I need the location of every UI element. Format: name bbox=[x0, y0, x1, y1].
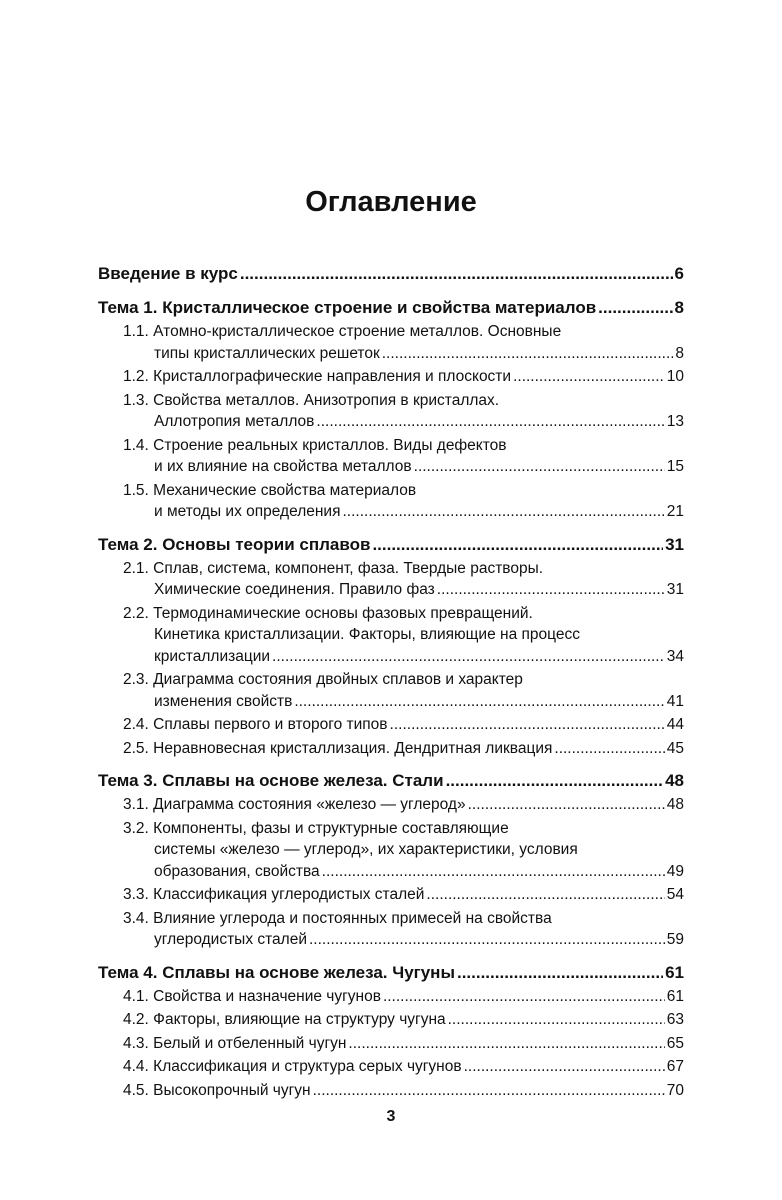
entry-page-number: 45 bbox=[666, 739, 684, 757]
toc-entry[interactable] bbox=[98, 818, 684, 883]
entry-title-line: 1.5. Механические свойства материалов bbox=[123, 481, 417, 499]
entry-last-line bbox=[98, 501, 684, 523]
toc-entry[interactable] bbox=[98, 738, 684, 760]
toc-entry[interactable] bbox=[98, 1009, 684, 1031]
toc-entry[interactable] bbox=[98, 435, 684, 478]
entry-title-line: Аллотропия металлов bbox=[154, 413, 315, 430]
entry-title-line: системы «железо — углерод», их характеристики, условия bbox=[154, 841, 578, 858]
entry-last-line bbox=[98, 1033, 684, 1055]
entry-title-line: углеродистых сталей bbox=[154, 931, 307, 948]
entry-last-line bbox=[98, 1009, 684, 1031]
toc-entry[interactable] bbox=[98, 794, 684, 816]
toc-section bbox=[98, 533, 684, 760]
entry-title-line: типы кристаллических решеток bbox=[154, 344, 380, 362]
entry-last-line bbox=[98, 579, 684, 601]
toc-entry[interactable] bbox=[98, 321, 684, 364]
topic-title: Тема 4. Сплавы на основе железа. Чугуны bbox=[98, 962, 455, 982]
page-number: 3 bbox=[386, 1108, 396, 1125]
entry-last-line bbox=[98, 986, 684, 1008]
dot-leader bbox=[316, 411, 664, 433]
entry-page-number: 10 bbox=[666, 368, 684, 385]
entry-page-number: 13 bbox=[666, 413, 684, 430]
toc-entry[interactable] bbox=[98, 1080, 684, 1102]
entry-page-number: 44 bbox=[666, 716, 684, 733]
toc-topic-row[interactable] bbox=[98, 262, 684, 286]
toc-topic-row[interactable] bbox=[98, 961, 684, 985]
dot-leader bbox=[313, 1080, 665, 1102]
entry-title-line: Кинетика кристаллизации. Факторы, влияющие на процесс bbox=[154, 626, 580, 643]
entry-last-line bbox=[98, 411, 684, 433]
entry-last-line bbox=[98, 691, 684, 713]
entry-title-line: 4.2. Факторы, влияющие на структуру чугуна bbox=[123, 1011, 446, 1028]
entry-title-line: 3.1. Диаграмма состояния «железо — углерод» bbox=[123, 796, 466, 813]
topic-title: Тема 1. Кристаллическое строение и свойства материалов bbox=[98, 298, 597, 317]
toc-section bbox=[98, 296, 684, 523]
entry-page-number: 15 bbox=[666, 458, 684, 475]
toc-entry[interactable] bbox=[98, 986, 684, 1008]
entry-title-line: кристаллизации bbox=[154, 647, 271, 665]
entry-page-number: 31 bbox=[666, 581, 684, 598]
toc-section bbox=[98, 961, 684, 1102]
dot-leader bbox=[372, 533, 663, 557]
toc-entry[interactable] bbox=[98, 714, 684, 736]
entry-last-line bbox=[98, 714, 684, 736]
entry-last-line bbox=[98, 646, 684, 668]
topic-title: Введение в курс bbox=[98, 264, 238, 283]
entry-last-line bbox=[98, 1056, 684, 1078]
entry-last-line bbox=[98, 366, 684, 388]
entry-title-line: 1.4. Строение реальных кристаллов. Виды дефектов bbox=[123, 436, 507, 454]
topic-page-number: 48 bbox=[665, 771, 684, 790]
entry-last-line bbox=[98, 738, 684, 760]
entry-page-number: 59 bbox=[666, 931, 684, 948]
entry-page-number: 61 bbox=[666, 987, 684, 1005]
toc-topic-row[interactable] bbox=[98, 533, 684, 557]
entry-last-line bbox=[98, 343, 684, 365]
toc-entry[interactable] bbox=[98, 669, 684, 712]
entry-title-line: 4.1. Свойства и назначение чугунов bbox=[123, 987, 381, 1005]
toc-section bbox=[98, 769, 684, 951]
toc-entry[interactable] bbox=[98, 366, 684, 388]
topic-page-number: 8 bbox=[674, 298, 684, 317]
toc-entry[interactable] bbox=[98, 1056, 684, 1078]
toc-entry[interactable] bbox=[98, 558, 684, 601]
dot-leader bbox=[464, 1056, 665, 1078]
entry-last-line bbox=[98, 861, 684, 883]
entry-title-line: 3.4. Влияние углерода и постоянных примесей на свойства bbox=[123, 909, 552, 927]
entry-title-line: 2.3. Диаграмма состояния двойных сплавов и характер bbox=[123, 671, 523, 688]
dot-leader bbox=[294, 691, 664, 713]
entry-page-number: 8 bbox=[675, 344, 684, 362]
toc-section bbox=[98, 262, 684, 286]
toc-entry[interactable] bbox=[98, 603, 684, 668]
dot-leader bbox=[448, 1009, 665, 1031]
entry-title-line: 2.4. Сплавы первого и второго типов bbox=[123, 716, 388, 733]
entry-title-line: 2.5. Неравновесная кристаллизация. Дендритная ликвация bbox=[123, 739, 553, 757]
entry-title-line: 4.4. Классификация и структура серых чугунов bbox=[123, 1058, 462, 1075]
table-of-contents bbox=[98, 262, 684, 1111]
toc-entry[interactable] bbox=[98, 1033, 684, 1055]
dot-leader bbox=[437, 579, 665, 601]
topic-title: Тема 2. Основы теории сплавов bbox=[98, 534, 371, 554]
entry-page-number: 34 bbox=[666, 647, 684, 665]
dot-leader bbox=[382, 343, 674, 365]
entry-title-line: изменения свойств bbox=[154, 692, 293, 710]
topic-page-number: 61 bbox=[665, 962, 684, 982]
dot-leader bbox=[554, 738, 664, 760]
entry-page-number: 41 bbox=[666, 692, 684, 710]
dot-leader bbox=[598, 296, 672, 320]
topic-page-number: 31 bbox=[665, 534, 684, 554]
topic-page-number: 6 bbox=[674, 264, 684, 283]
topic-title: Тема 3. Сплавы на основе железа. Стали bbox=[98, 771, 444, 790]
entry-last-line bbox=[98, 794, 684, 816]
dot-leader bbox=[513, 366, 665, 388]
dot-leader bbox=[309, 929, 665, 951]
entry-title-line: 4.3. Белый и отбеленный чугун bbox=[123, 1034, 347, 1052]
entry-title-line: и их влияние на свойства металлов bbox=[154, 458, 412, 475]
dot-leader bbox=[457, 961, 663, 985]
entry-title-line: 3.3. Классификация углеродистых сталей bbox=[123, 886, 425, 903]
toc-entry[interactable] bbox=[98, 390, 684, 433]
dot-leader bbox=[348, 1033, 664, 1055]
dot-leader bbox=[446, 769, 664, 793]
entry-title-line: 4.5. Высокопрочный чугун bbox=[123, 1081, 311, 1099]
toc-entry[interactable] bbox=[98, 908, 684, 951]
entry-last-line bbox=[98, 929, 684, 951]
dot-leader bbox=[383, 986, 665, 1008]
dot-leader bbox=[414, 456, 665, 478]
entry-page-number: 63 bbox=[666, 1011, 684, 1028]
entry-page-number: 21 bbox=[666, 503, 684, 520]
entry-title-line: образования, свойства bbox=[154, 862, 320, 880]
dot-leader bbox=[426, 884, 664, 906]
entry-last-line bbox=[98, 456, 684, 478]
entry-page-number: 49 bbox=[666, 862, 684, 880]
dot-leader bbox=[390, 714, 665, 736]
entry-page-number: 65 bbox=[666, 1034, 684, 1052]
toc-topic-row[interactable] bbox=[98, 296, 684, 320]
dot-leader bbox=[342, 501, 664, 523]
entry-last-line bbox=[98, 1080, 684, 1102]
toc-entry[interactable] bbox=[98, 480, 684, 523]
toc-entry[interactable] bbox=[98, 884, 684, 906]
entry-title-line: 3.2. Компоненты, фазы и структурные составляющие bbox=[123, 819, 509, 837]
dot-leader bbox=[468, 794, 665, 816]
entry-title-line: 2.1. Сплав, система, компонент, фаза. Твердые растворы. bbox=[123, 559, 544, 577]
entry-title-line: 1.2. Кристаллографические направления и плоскости bbox=[123, 368, 512, 385]
entry-title-line: 1.1. Атомно-кристаллическое строение металлов. Основные bbox=[123, 323, 562, 340]
entry-page-number: 48 bbox=[666, 796, 684, 813]
entry-last-line bbox=[98, 884, 684, 906]
entry-title-line: 1.3. Свойства металлов. Анизотропия в кристаллах. bbox=[123, 391, 500, 409]
dot-leader bbox=[322, 861, 665, 883]
dot-leader bbox=[272, 646, 665, 668]
page-title: Оглавление bbox=[305, 186, 477, 218]
toc-topic-row[interactable] bbox=[98, 769, 684, 793]
entry-page-number: 54 bbox=[666, 886, 684, 903]
entry-page-number: 67 bbox=[666, 1058, 684, 1075]
entry-title-line: Химические соединения. Правило фаз bbox=[154, 581, 435, 598]
entry-title-line: 2.2. Термодинамические основы фазовых превращений. bbox=[123, 604, 533, 622]
entry-page-number: 70 bbox=[666, 1081, 684, 1099]
entry-title-line: и методы их определения bbox=[154, 503, 341, 520]
dot-leader bbox=[240, 262, 673, 286]
